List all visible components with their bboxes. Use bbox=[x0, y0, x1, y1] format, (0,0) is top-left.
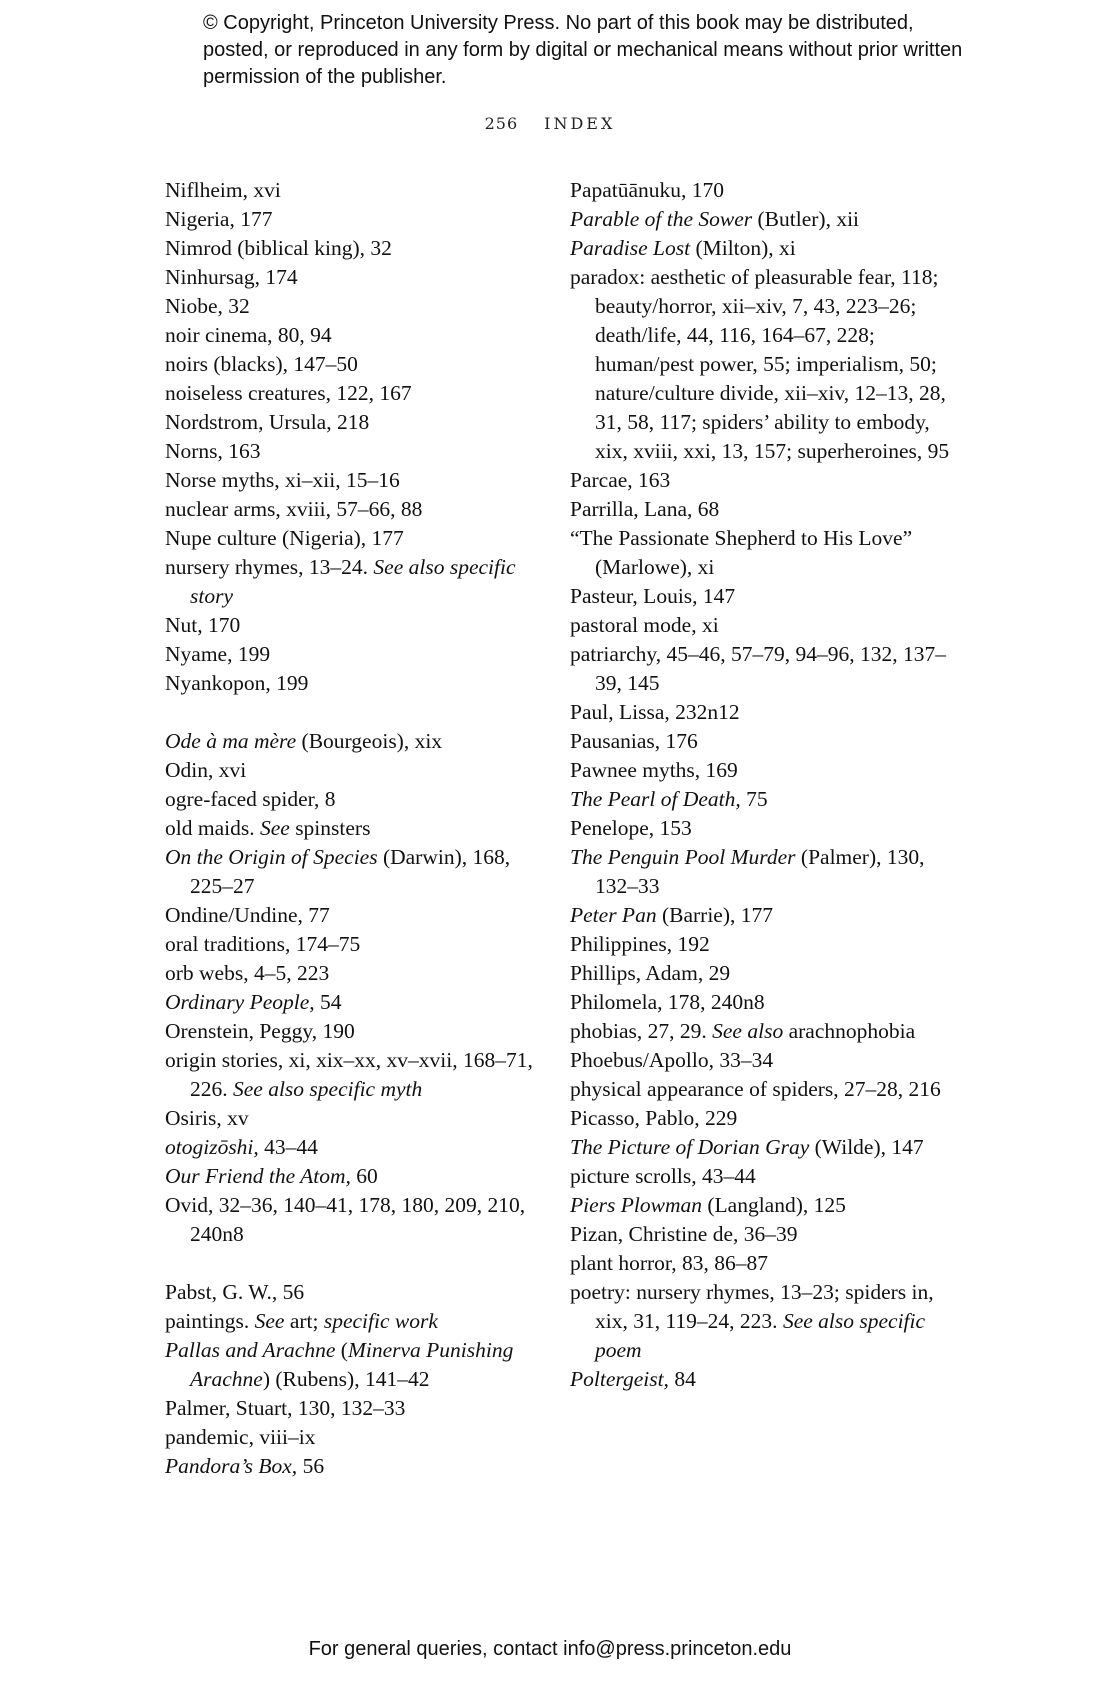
index-entry-text: Pawnee myths, 169 bbox=[570, 758, 738, 782]
index-entry-text: Norns, 163 bbox=[165, 439, 261, 463]
index-entry bbox=[570, 582, 950, 611]
index-entry-text: 75 bbox=[740, 787, 768, 811]
index-entry-text: (Milton), xi bbox=[690, 236, 796, 260]
index-entry-text: Phoebus/Apollo, 33–34 bbox=[570, 1048, 774, 1072]
index-entry bbox=[165, 669, 535, 698]
index-entry-italic-text: Paradise Lost bbox=[570, 236, 691, 260]
index-entry bbox=[570, 930, 950, 959]
index-entry-text: “The Passionate Shepherd to His Love” (Marlowe), xi bbox=[570, 526, 913, 579]
index-entry bbox=[570, 495, 950, 524]
index-entry-text: Phillips, Adam, 29 bbox=[570, 961, 731, 985]
index-entry bbox=[570, 1220, 950, 1249]
section-title: INDEX bbox=[544, 114, 616, 133]
index-entry-italic-text: otogizōshi, bbox=[165, 1135, 259, 1159]
index-entry bbox=[570, 988, 950, 1017]
index-entry bbox=[165, 234, 535, 263]
index-entry-text: Nut, 170 bbox=[165, 613, 241, 637]
index-entry bbox=[165, 1104, 535, 1133]
index-entry-text: pandemic, viii–ix bbox=[165, 1425, 316, 1449]
index-entry bbox=[570, 1249, 950, 1278]
index-entry-text: patriarchy, 45–46, 57–79, 94–96, 132, 137–39, 145 bbox=[570, 642, 946, 695]
index-entry bbox=[165, 611, 535, 640]
index-entry-text: Ovid, 32–36, 140–41, 178, 180, 209, 210, 240n8 bbox=[165, 1193, 526, 1246]
index-entry-text: Nigeria, 177 bbox=[165, 207, 273, 231]
index-entry-italic-text: See also specific story bbox=[190, 555, 516, 608]
index-entry-text: 43–44 bbox=[258, 1135, 318, 1159]
index-entry bbox=[165, 785, 535, 814]
index-entry-italic-text: Pallas and Arachne bbox=[165, 1338, 336, 1362]
index-entry bbox=[165, 553, 535, 611]
index-entry-text: Ondine/Undine, 77 bbox=[165, 903, 330, 927]
index-entry-text: (Langland), 125 bbox=[701, 1193, 846, 1217]
index-column-left bbox=[165, 176, 535, 1481]
index-entry-text: Nimrod (biblical king), 32 bbox=[165, 236, 392, 260]
index-entry-text: oral traditions, 174–75 bbox=[165, 932, 361, 956]
index-entry-text: Nordstrom, Ursula, 218 bbox=[165, 410, 370, 434]
index-entry-italic-text: See also bbox=[712, 1019, 784, 1043]
index-entry bbox=[165, 727, 535, 756]
index-entry bbox=[570, 1104, 950, 1133]
index-entry-text: nuclear arms, xviii, 57–66, 88 bbox=[165, 497, 423, 521]
index-entry-italic-text: Peter Pan bbox=[570, 903, 657, 927]
index-entry bbox=[165, 1307, 535, 1336]
index-entry-text: Ninhursag, 174 bbox=[165, 265, 298, 289]
index-entry bbox=[165, 1423, 535, 1452]
index-entry bbox=[165, 843, 535, 901]
index-entry-text: Niflheim, xvi bbox=[165, 178, 281, 202]
index-entry-text: Parcae, 163 bbox=[570, 468, 671, 492]
index-entry-text: Papatūānuku, 170 bbox=[570, 178, 725, 202]
index-entry-italic-text: The Picture of Dorian Gray bbox=[570, 1135, 810, 1159]
index-entry bbox=[570, 176, 950, 205]
index-entry bbox=[570, 698, 950, 727]
index-entry-text: ogre-faced spider, 8 bbox=[165, 787, 336, 811]
index-entry-text: pastoral mode, xi bbox=[570, 613, 719, 637]
index-entry-text: Nyankopon, 199 bbox=[165, 671, 309, 695]
index-entry bbox=[570, 205, 950, 234]
index-entry bbox=[570, 1365, 950, 1394]
index-entry bbox=[165, 640, 535, 669]
index-entry bbox=[165, 350, 535, 379]
index-entry-text: Picasso, Pablo, 229 bbox=[570, 1106, 738, 1130]
index-entry bbox=[165, 1278, 535, 1307]
index-entry bbox=[570, 466, 950, 495]
index-entry bbox=[165, 205, 535, 234]
index-entry bbox=[165, 1046, 535, 1104]
index-entry bbox=[165, 988, 535, 1017]
index-entry-text: noir cinema, 80, 94 bbox=[165, 323, 332, 347]
letter-group-gap bbox=[165, 698, 535, 727]
index-entry bbox=[165, 408, 535, 437]
index-entry bbox=[165, 901, 535, 930]
index-entry-text: art; bbox=[284, 1309, 324, 1333]
letter-group-gap bbox=[165, 1249, 535, 1278]
running-head bbox=[0, 114, 1100, 133]
index-entry-text: Palmer, Stuart, 130, 132–33 bbox=[165, 1396, 406, 1420]
index-entry-text: 60 bbox=[350, 1164, 378, 1188]
index-entry bbox=[165, 176, 535, 205]
index-entry-text: plant horror, 83, 86–87 bbox=[570, 1251, 768, 1275]
index-entry-text: 84 bbox=[668, 1367, 696, 1391]
index-entry-italic-text: Minerva Punishing Arachne bbox=[190, 1338, 514, 1391]
index-entry bbox=[165, 466, 535, 495]
index-entry bbox=[570, 785, 950, 814]
index-entry-italic-text: See also specific poem bbox=[595, 1309, 926, 1362]
index-entry-text: physical appearance of spiders, 27–28, 216 bbox=[570, 1077, 941, 1101]
index-entry-text: paradox: aesthetic of pleasurable fear, 118; beauty/horror, xii–xiv, 7, 43, 223–26; death/life, 44, 116, 164–67, 228; human/pest power, 55; imperialism, 50; nature/culture divide, xii–xiv, 12–13, 28, 31, 58, 117; spiders’ ability to embody, xix, xviii, xxi, 13, 157; superheroines, 95 bbox=[570, 265, 950, 463]
index-entry-italic-text: Parable of the Sower bbox=[570, 207, 753, 231]
index-entry-text: Philomela, 178, 240n8 bbox=[570, 990, 765, 1014]
index-entry bbox=[570, 959, 950, 988]
index-entry-italic-text: Piers Plowman bbox=[570, 1193, 702, 1217]
index-entry-italic-text: On the Origin of Species bbox=[165, 845, 378, 869]
index-entry bbox=[570, 843, 950, 901]
footer-contact: For general queries, contact info@press.princeton.edu bbox=[308, 1638, 792, 1660]
index-entry bbox=[570, 756, 950, 785]
index-entry bbox=[165, 930, 535, 959]
index-entry-text: Penelope, 153 bbox=[570, 816, 692, 840]
index-entry-text: Osiris, xv bbox=[165, 1106, 249, 1130]
index-entry bbox=[165, 1133, 535, 1162]
index-entry-text: Norse myths, xi–xii, 15–16 bbox=[165, 468, 400, 492]
index-entry bbox=[570, 1017, 950, 1046]
index-entry-text: picture scrolls, 43–44 bbox=[570, 1164, 756, 1188]
index-entry bbox=[570, 1075, 950, 1104]
index-entry-text: 56 bbox=[297, 1454, 325, 1478]
index-entry bbox=[165, 524, 535, 553]
index-entry-text: (Butler), xii bbox=[752, 207, 860, 231]
index-entry-text: spinsters bbox=[289, 816, 371, 840]
index-entry-text: Orenstein, Peggy, 190 bbox=[165, 1019, 355, 1043]
index-entry-text: phobias, 27, 29. bbox=[570, 1019, 713, 1043]
index-entry-text: Nupe culture (Nigeria), 177 bbox=[165, 526, 404, 550]
index-entry-italic-text: See bbox=[259, 816, 290, 840]
index-entry-italic-text: specific work bbox=[323, 1309, 438, 1333]
index-entry bbox=[570, 524, 950, 582]
index-entry bbox=[165, 756, 535, 785]
index-entry bbox=[165, 292, 535, 321]
index-entry-italic-text: The Pearl of Death, bbox=[570, 787, 741, 811]
index-entry-text: (Palmer), 130, 132–33 bbox=[595, 845, 925, 898]
index-entry-italic-text: See also specific myth bbox=[233, 1077, 423, 1101]
index-entry bbox=[570, 263, 950, 466]
index-entry-italic-text: Our Friend the Atom, bbox=[165, 1164, 351, 1188]
index-entry bbox=[570, 1162, 950, 1191]
index-entry-text: noiseless creatures, 122, 167 bbox=[165, 381, 412, 405]
index-column-right bbox=[570, 176, 950, 1394]
index-entry-text: Nyame, 199 bbox=[165, 642, 271, 666]
index-entry-italic-text: See bbox=[254, 1309, 285, 1333]
index-entry-text: ) (Rubens), 141–42 bbox=[262, 1367, 430, 1391]
index-entry-italic-text: Pandora’s Box, bbox=[165, 1454, 298, 1478]
index-entry bbox=[165, 437, 535, 466]
index-entry-text: Parrilla, Lana, 68 bbox=[570, 497, 720, 521]
index-entry-text: Philippines, 192 bbox=[570, 932, 710, 956]
index-entry-text: arachnophobia bbox=[783, 1019, 916, 1043]
index-entry bbox=[570, 1191, 950, 1220]
index-entry bbox=[165, 814, 535, 843]
index-entry-text: Paul, Lissa, 232n12 bbox=[570, 700, 740, 724]
index-entry-text: Pabst, G. W., 56 bbox=[165, 1280, 305, 1304]
index-entry bbox=[570, 901, 950, 930]
index-entry bbox=[165, 263, 535, 292]
index-entry bbox=[165, 1017, 535, 1046]
index-entry bbox=[165, 1162, 535, 1191]
index-entry-text: Pizan, Christine de, 36–39 bbox=[570, 1222, 798, 1246]
index-entry bbox=[165, 495, 535, 524]
index-entry bbox=[165, 379, 535, 408]
index-entry-text: origin stories, xi, xix–xx, xv–xvii, 168–71, 226. bbox=[165, 1048, 533, 1101]
index-entry-italic-text: Ordinary People, bbox=[165, 990, 315, 1014]
index-entry-text: 54 bbox=[314, 990, 342, 1014]
index-entry-text: Pasteur, Louis, 147 bbox=[570, 584, 736, 608]
index-entry bbox=[165, 959, 535, 988]
index-entry-text: (Barrie), 177 bbox=[656, 903, 773, 927]
index-entry bbox=[570, 1046, 950, 1075]
index-entry bbox=[570, 814, 950, 843]
index-entry bbox=[165, 1452, 535, 1481]
index-entry-text: orb webs, 4–5, 223 bbox=[165, 961, 330, 985]
index-entry bbox=[570, 727, 950, 756]
index-entry-text: ( bbox=[335, 1338, 348, 1362]
index-entry-text: old maids. bbox=[165, 816, 260, 840]
index-entry-text: poetry: nursery rhymes, 13–23; spiders in, xix, 31, 119–24, 223. bbox=[570, 1280, 934, 1333]
index-entry bbox=[570, 611, 950, 640]
index-entry-italic-text: Poltergeist, bbox=[570, 1367, 669, 1391]
index-entry-text: Pausanias, 176 bbox=[570, 729, 698, 753]
index-entry bbox=[570, 640, 950, 698]
index-entry-text: (Darwin), 168, 225–27 bbox=[190, 845, 511, 898]
index-entry-text: nursery rhymes, 13–24. bbox=[165, 555, 374, 579]
index-entry-text: Niobe, 32 bbox=[165, 294, 250, 318]
index-entry-italic-text: The Penguin Pool Murder bbox=[570, 845, 796, 869]
index-entry bbox=[570, 1278, 950, 1365]
copyright-notice: © Copyright, Princeton University Press. No part of this book may be distributed, posted, or reproduced in any form by digital or mechanical means without prior written permission of the publisher. bbox=[203, 12, 963, 88]
index-entry-text: paintings. bbox=[165, 1309, 255, 1333]
page-number: 256 bbox=[484, 114, 519, 133]
index-entry-text: (Bourgeois), xix bbox=[296, 729, 443, 753]
index-entry bbox=[570, 234, 950, 263]
index-entry bbox=[570, 1133, 950, 1162]
index-entry bbox=[165, 1394, 535, 1423]
index-entry-text: (Wilde), 147 bbox=[809, 1135, 924, 1159]
index-entry bbox=[165, 321, 535, 350]
index-entry-text: noirs (blacks), 147–50 bbox=[165, 352, 358, 376]
index-entry-text: Odin, xvi bbox=[165, 758, 247, 782]
index-entry bbox=[165, 1191, 535, 1249]
index-entry-italic-text: Ode à ma mère bbox=[165, 729, 297, 753]
index-entry bbox=[165, 1336, 535, 1394]
